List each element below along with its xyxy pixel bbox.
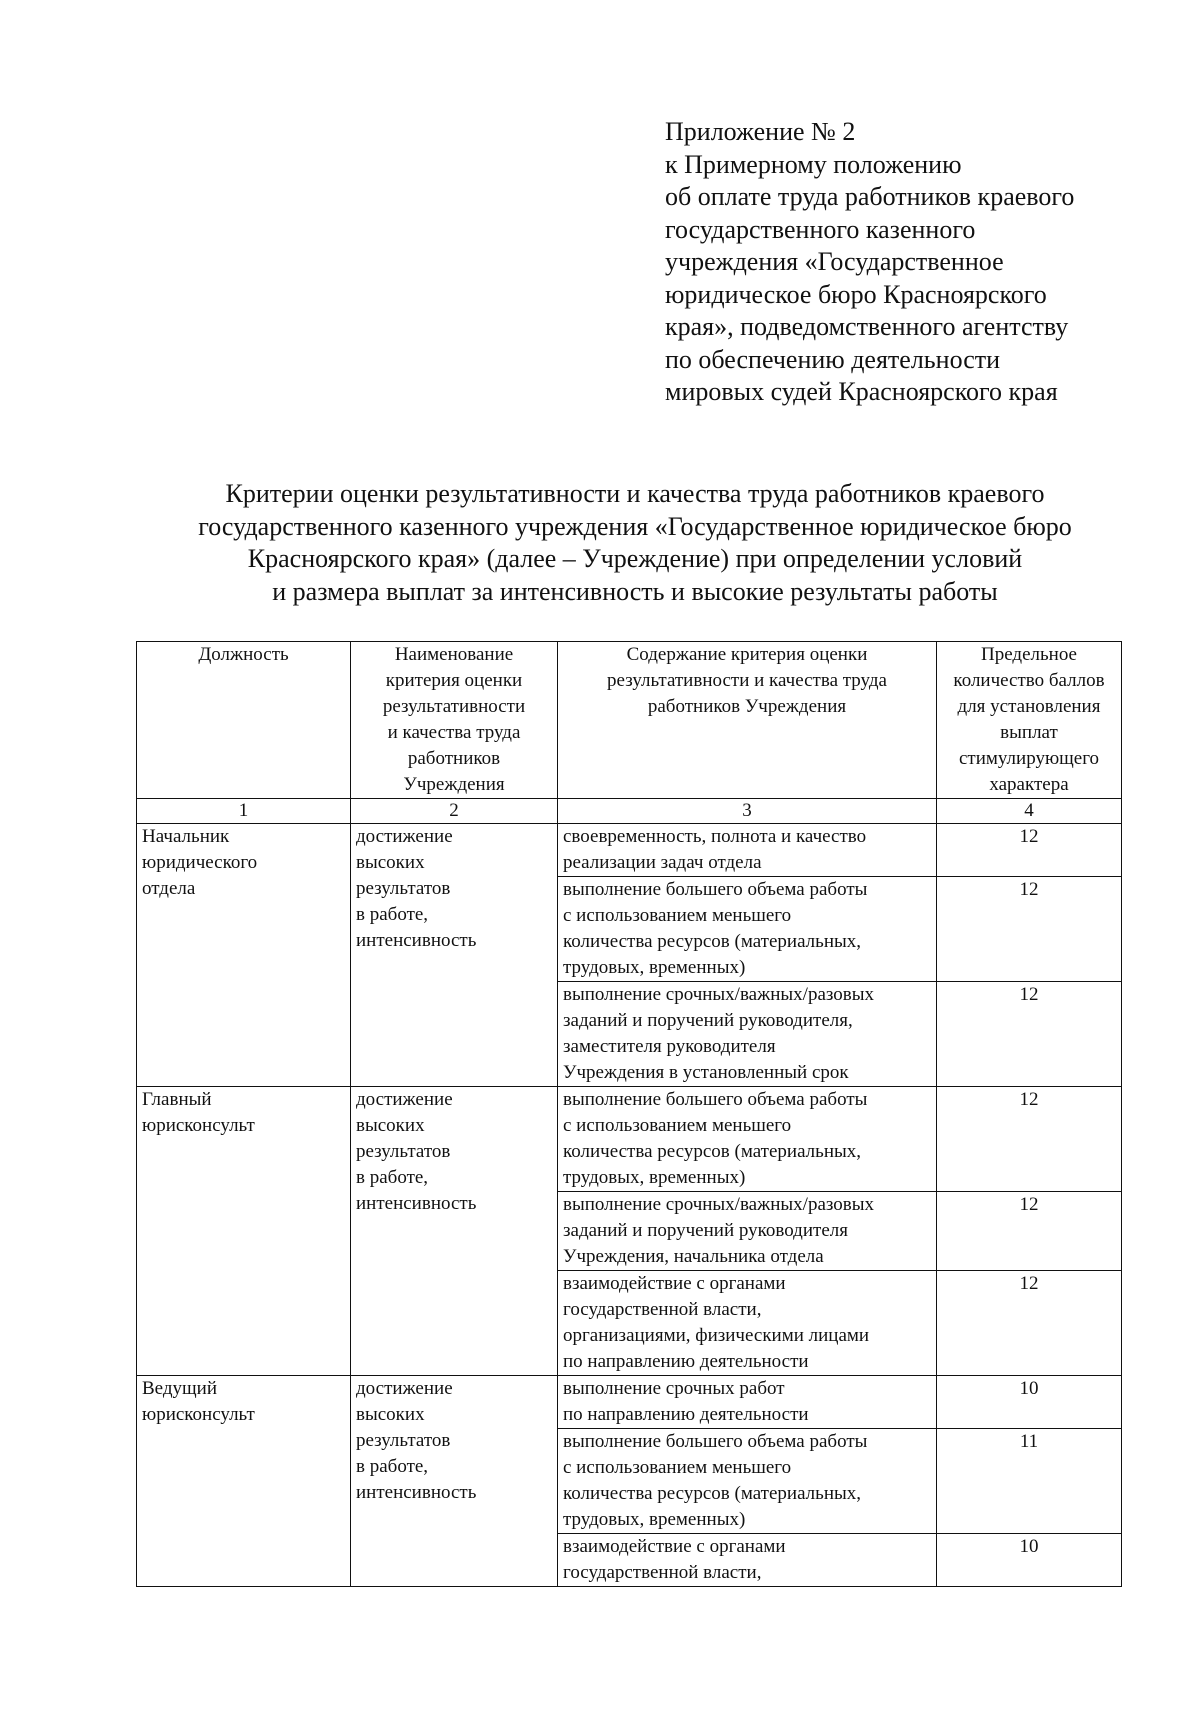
criterion-cell: достижение высоких результатов в работе, интенсивность [351, 1376, 558, 1587]
header-criterion-content: Содержание критерия оценки результативности и качества труда работников Учреждения [558, 642, 937, 799]
table-row [137, 1376, 1122, 1429]
table-row [137, 1087, 1122, 1192]
points-cell: 12 [937, 824, 1122, 877]
annex-line: по обеспечению деятельности [665, 344, 1001, 374]
points-cell: 12 [937, 1192, 1122, 1271]
header-max-points: Предельное количество баллов для установления выплат стимулирующего характера [937, 642, 1122, 799]
content-cell: взаимодействие с органами государственной власти, [558, 1534, 937, 1587]
content-cell: выполнение срочных/важных/разовых заданий и поручений руководителя, заместителя руководителя Учреждения в установленный срок [558, 982, 937, 1087]
points-cell: 12 [937, 1087, 1122, 1192]
annex-line: к Примерному положению [665, 149, 962, 179]
annex-line: Приложение № 2 [665, 117, 856, 146]
content-cell: выполнение срочных/важных/разовых заданий и поручений руководителя Учреждения, начальника отдела [558, 1192, 937, 1271]
document-title [100, 478, 1170, 608]
column-number: 2 [351, 799, 558, 824]
annex-line: мировых судей Красноярского края [665, 377, 1058, 406]
content-cell: выполнение большего объема работы с использованием меньшего количества ресурсов (материальных, трудовых, временных) [558, 877, 937, 982]
points-cell: 10 [937, 1534, 1122, 1587]
title-line: государственного казенного учреждения «Государственное юридическое бюро [198, 511, 1072, 541]
annex-line: юридическое бюро Красноярского [665, 279, 1047, 309]
position-cell: Ведущий юрисконсульт [137, 1376, 351, 1587]
header-row [137, 642, 1122, 799]
table-row [137, 824, 1122, 877]
annex-line: об оплате труда работников краевого [665, 182, 1075, 211]
content-cell: выполнение большего объема работы с использованием меньшего количества ресурсов (материальных, трудовых, временных) [558, 1429, 937, 1534]
column-number: 3 [558, 799, 937, 824]
points-cell: 12 [937, 982, 1122, 1087]
annex-line: края», подведомственного агентству [665, 312, 1069, 341]
content-cell: выполнение срочных работ по направлению деятельности [558, 1376, 937, 1429]
points-cell: 11 [937, 1429, 1122, 1534]
criterion-cell: достижение высоких результатов в работе, интенсивность [351, 824, 558, 1087]
content-cell: выполнение большего объема работы с использованием меньшего количества ресурсов (материальных, трудовых, временных) [558, 1087, 937, 1192]
annex-line: государственного казенного [665, 214, 976, 244]
column-number: 4 [937, 799, 1122, 824]
title-line: Критерии оценки результативности и качества труда работников краевого [225, 479, 1045, 508]
column-number: 1 [137, 799, 351, 824]
title-line: и размера выплат за интенсивность и высокие результаты работы [272, 576, 998, 606]
criteria-table [136, 641, 1122, 1587]
position-cell: Главный юрисконсульт [137, 1087, 351, 1376]
title-line: Красноярского края» (далее – Учреждение) при определении условий [247, 544, 1023, 573]
header-position: Должность [137, 642, 351, 799]
column-number-row [137, 799, 1122, 824]
points-cell: 12 [937, 877, 1122, 982]
points-cell: 10 [937, 1376, 1122, 1429]
annex-heading [665, 116, 1165, 409]
criterion-cell: достижение высоких результатов в работе, интенсивность [351, 1087, 558, 1376]
annex-line: учреждения «Государственное [665, 247, 1004, 276]
position-cell: Начальник юридического отдела [137, 824, 351, 1087]
content-cell: своевременность, полнота и качество реализации задач отдела [558, 824, 937, 877]
header-criterion-name: Наименование критерия оценки результативности и качества труда работников Учреждения [351, 642, 558, 799]
content-cell: взаимодействие с органами государственной власти, организациями, физическими лицами по направлению деятельности [558, 1271, 937, 1376]
points-cell: 12 [937, 1271, 1122, 1376]
